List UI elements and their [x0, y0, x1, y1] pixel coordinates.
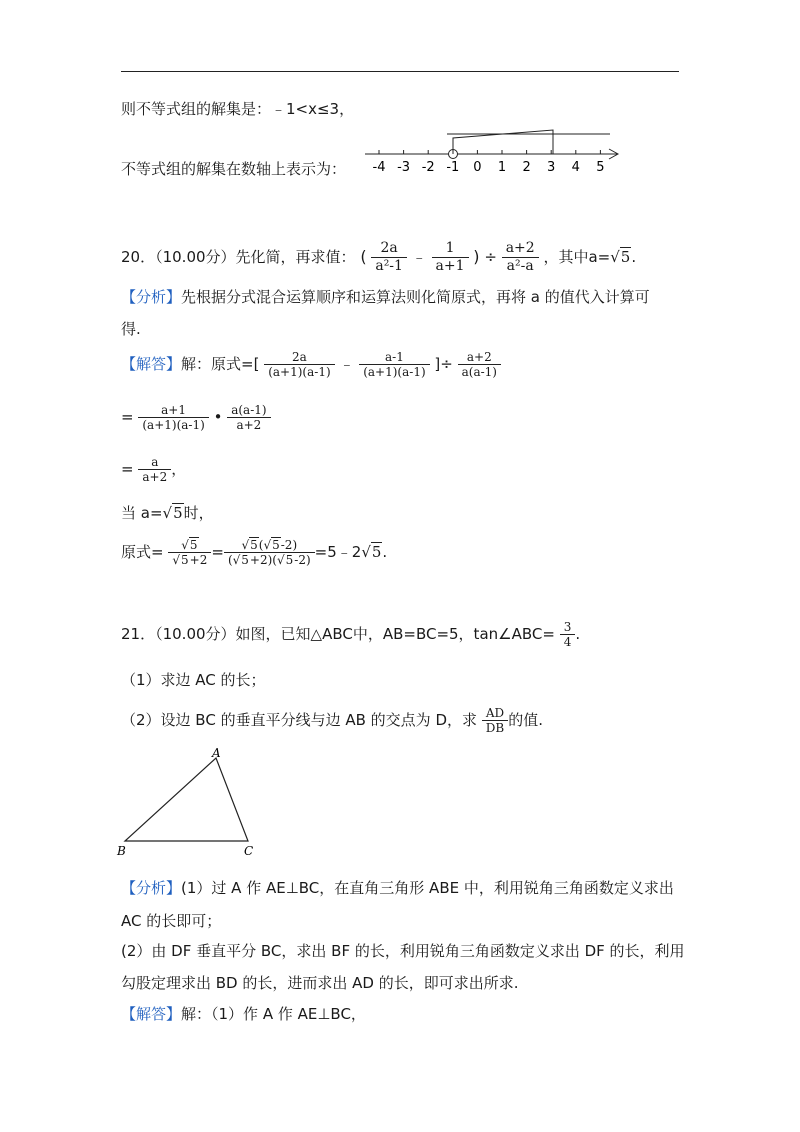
q20-frac3: $\frac{a+2}{\text{a²-a}}$	[502, 240, 539, 275]
q20-solution-line1: 【解答】解：原式=[ $\frac{2a}{(a+1)(a-1)}$ ﹣ $\frac{a-1}{(a+1)(a-1)}$ ]÷ $\frac{a+2}{a(a-1)}$	[121, 350, 501, 379]
analysis-tag: 【分析】	[121, 288, 182, 306]
q21-part2: （2）设边 BC 的垂直平分线与边 AB 的交点为 D，求 $\frac{AD}{DB}$ 的值.	[121, 706, 544, 735]
q20-solution-line4: 当 a=√ 5时，	[121, 502, 214, 523]
tick-label: -1	[446, 160, 460, 175]
vertex-a-label: A	[212, 746, 221, 760]
q20-analysis-cont: 得.	[121, 320, 141, 338]
q20-line: 20．（10.00分）先化简，再求值： ( $\frac{2a}{\text{a²-1}}$ ﹣ $\frac{1}{a+1}$ ) ÷ $\frac{a+2}{\text{a²-a}}$ ，其中a=√ 5.	[121, 240, 636, 275]
q20-analysis: 【分析】先根据分式混合运算顺序和运算法则化简原式，再将 a 的值代入计算可	[121, 288, 650, 306]
vertex-c-label: C	[244, 844, 254, 858]
q20-frac2: $\frac{1}{a+1}$	[432, 240, 469, 275]
header-rule	[121, 71, 679, 72]
tick-label: 1	[497, 160, 507, 175]
tick-label: -3	[397, 160, 411, 175]
q20-frac1: $\frac{2a}{\text{a²-1}}$	[371, 240, 407, 275]
q20-solution-line2: = $\frac{a+1}{(a+1)(a-1)}$ • $\frac{a(a-1)}{a+2}$	[121, 403, 271, 432]
q20-solution-line3: = $\frac{a}{a+2}$ ，	[121, 455, 187, 484]
q21-solution-1: 【解答】解：（1）作 A 作 AE⊥BC，	[121, 1005, 366, 1023]
number-line-caption: 不等式组的解集在数轴上表示为：	[121, 160, 347, 178]
tick-label: 0	[473, 160, 482, 175]
tick-label: 2	[522, 160, 531, 175]
q21-analysis-3: (2）由 DF 垂直平分 BC，求出 BF 的长，利用锐角三角函数定义求出 DF 的长，利用	[121, 942, 685, 960]
q21-line: 21．（10.00分）如图，已知△ABC中，AB=BC=5，tan∠ABC= $\frac{3}{4}$ .	[121, 620, 581, 649]
triangle-abc	[125, 758, 248, 841]
q21-analysis-1: 【分析】(1）过 A 作 AE⊥BC，在直角三角形 ABE 中，利用锐角三角函数定义求出	[121, 879, 674, 897]
q21-analysis-2: AC 的长即可；	[121, 912, 222, 930]
solution-set-line: 则不等式组的解集是：﹣1<x≤3，	[121, 100, 355, 118]
tick-label: -2	[421, 160, 435, 175]
q20-head: 20．（10.00分）先化简，再求值：	[121, 248, 356, 266]
q21-analysis-4: 勾股定理求出 BD 的长，进而求出 AD 的长，即可求出所求.	[121, 974, 519, 992]
q20-solution-line5: 原式= √ 5 √ 5+2 = √ $\frac{5(√ 5-2)}{(√ 5+2)(√ 5-2)}$ =5﹣2√ 5.	[121, 538, 387, 567]
sqrt-5: √ 5	[610, 248, 631, 266]
tick-label: 5	[596, 160, 605, 175]
q21-part1: （1）求边 AC 的长；	[121, 671, 266, 689]
number-line	[355, 120, 625, 180]
solution-tag: 【解答】	[121, 355, 182, 373]
tick-label: 3	[547, 160, 556, 175]
tick-label: -4	[372, 160, 386, 175]
vertex-b-label: B	[117, 844, 126, 858]
tick-label: 4	[571, 160, 580, 175]
triangle-figure	[112, 745, 282, 860]
